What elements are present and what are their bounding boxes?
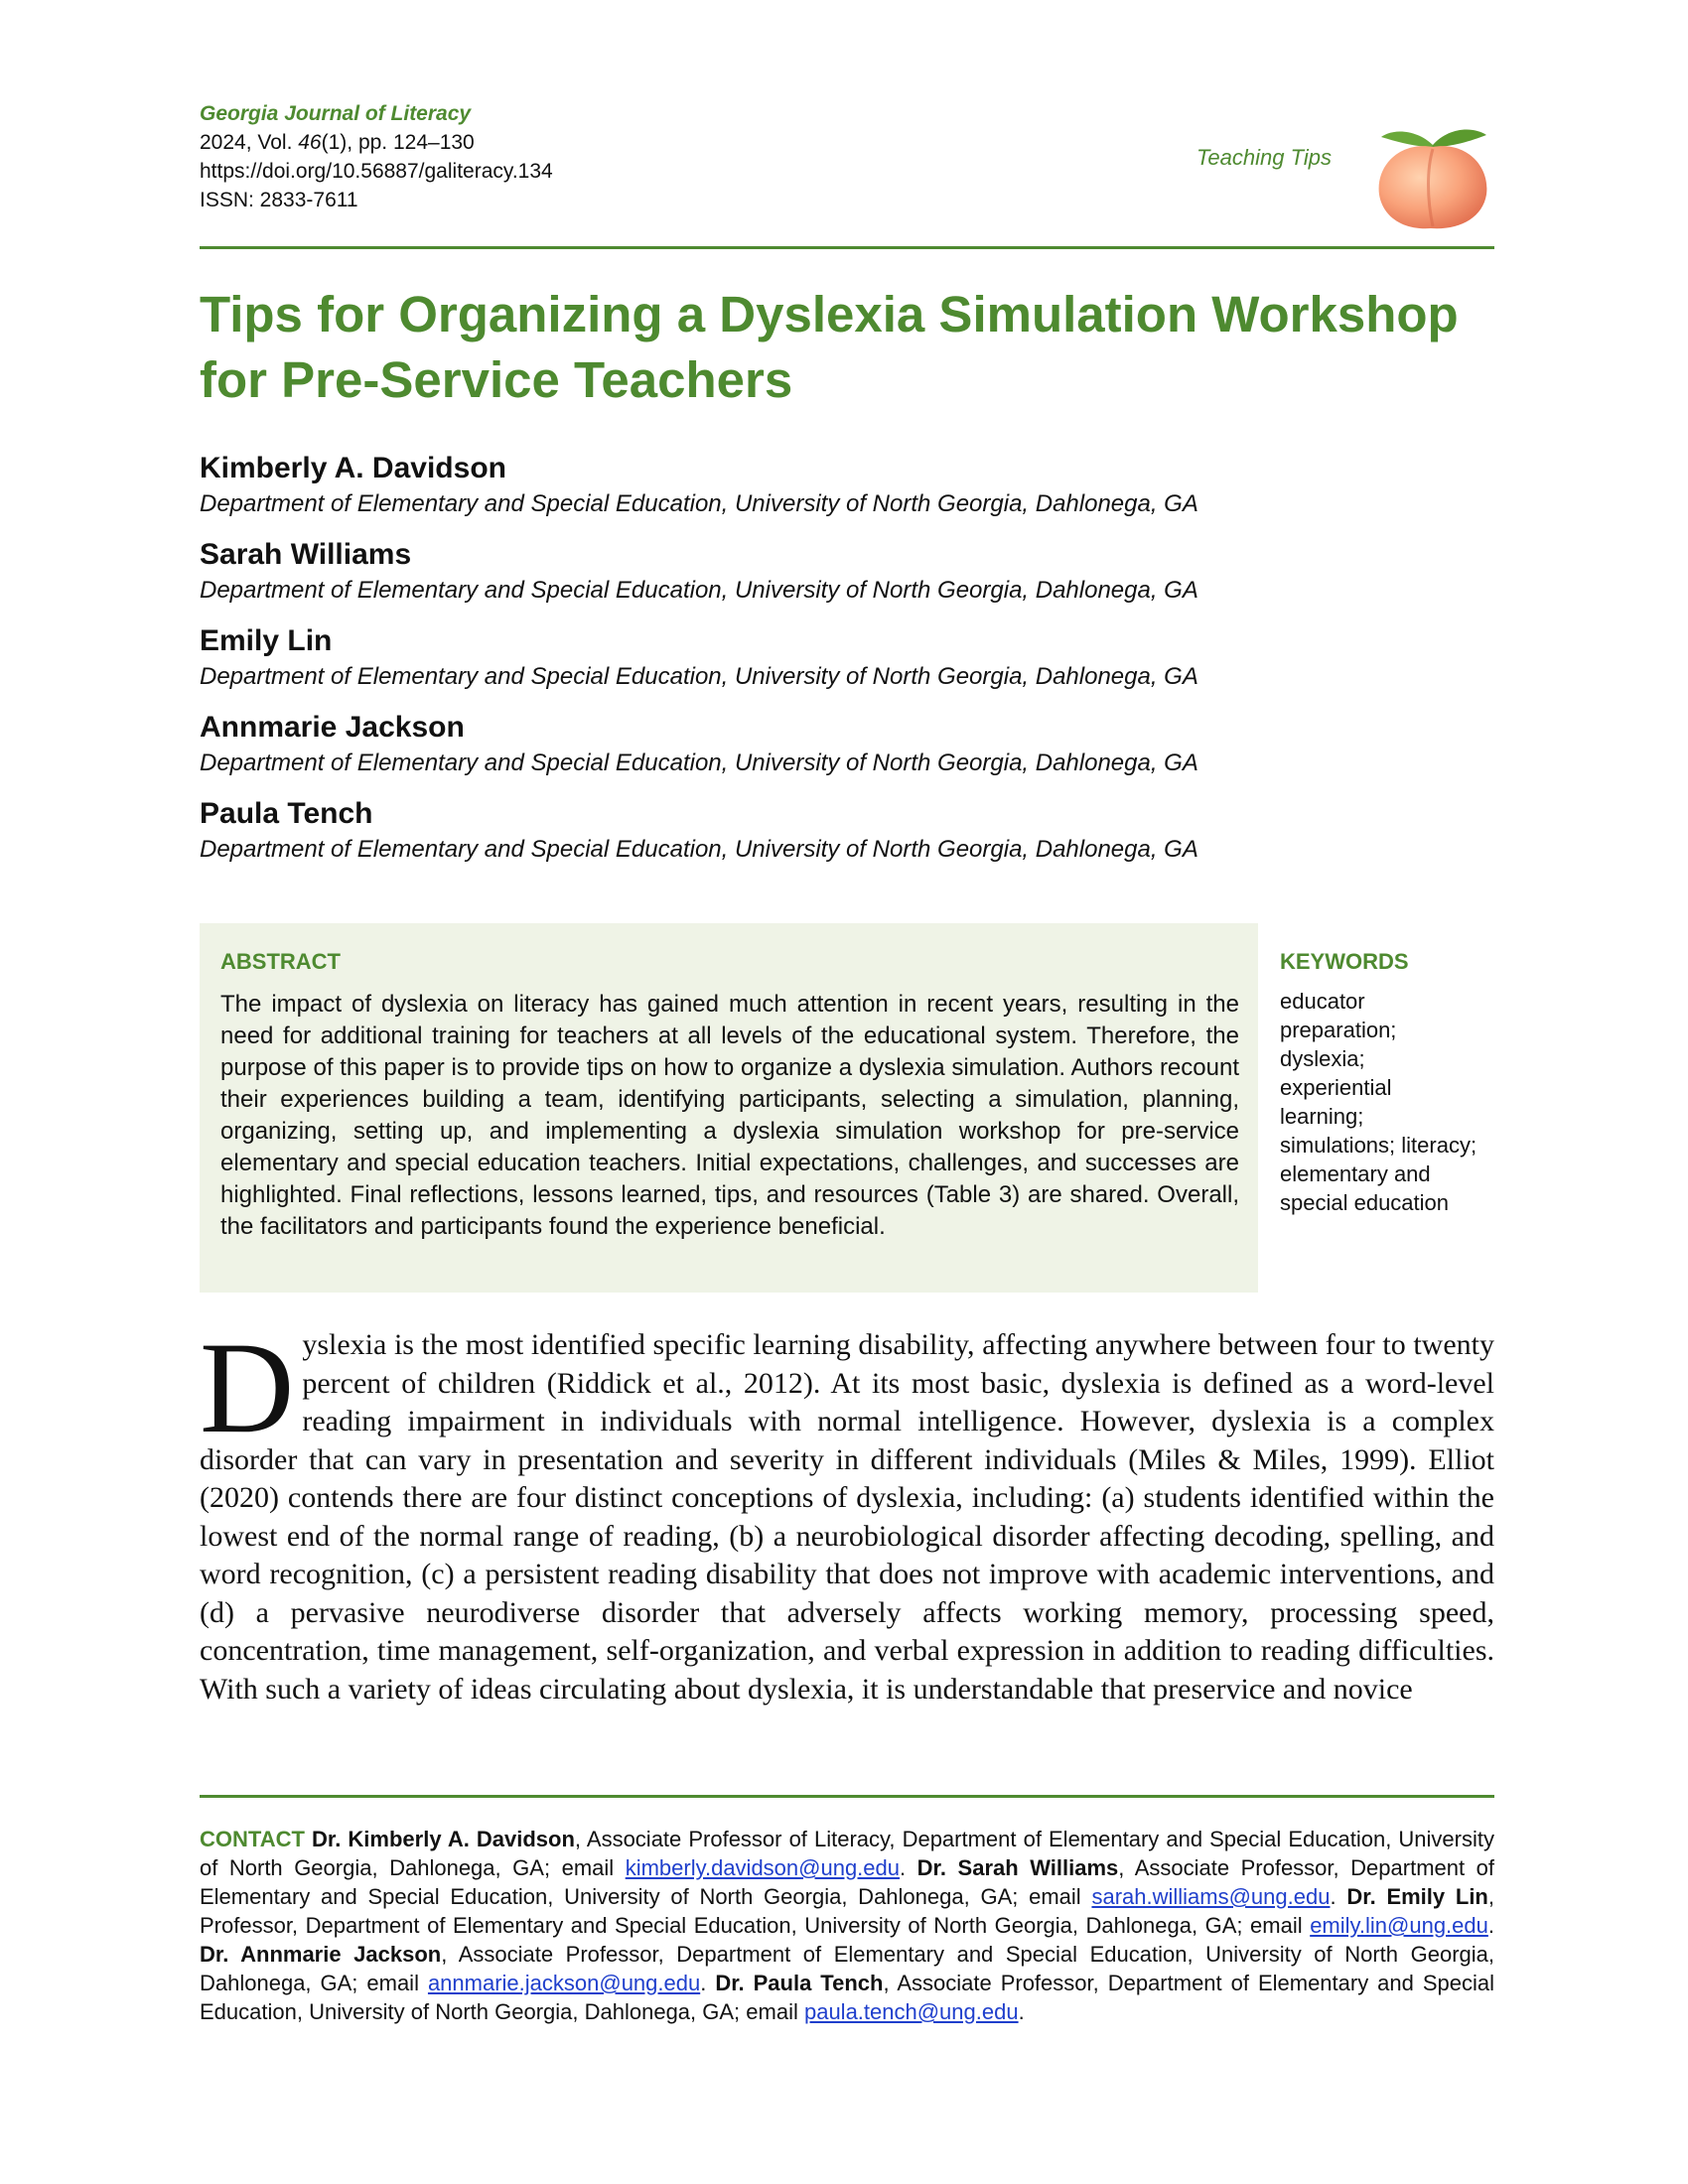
email-link[interactable]: kimberly.davidson@ung.edu (625, 1855, 901, 1880)
author-affiliation: Department of Elementary and Special Education, University of North Georgia, Dahlonega, GA (200, 490, 1198, 517)
drop-cap: D (200, 1314, 295, 1460)
contact-details: , Associate Professor, Department of Elementary and Special Education, University of North Georgia, Dahlonega, GA; email (200, 1971, 1495, 2024)
author-list (200, 449, 1494, 881)
contact-details: , Associate Professor, Department of Elementary and Special Education, University of North Georgia, Dahlonega, GA; email (200, 1942, 1494, 1995)
author-affiliation: Department of Elementary and Special Education, University of North Georgia, Dahlonega, GA (200, 750, 1198, 776)
contact-details: , Professor, Department of Elementary and Special Education, University of North Georgia, Dahlonega, GA; email (200, 1884, 1495, 1938)
author-name: Annmarie Jackson (200, 711, 465, 744)
keywords-text: educator preparation; dyslexia; experiential learning; simulations; literacy; elementary and special education (1280, 989, 1477, 1215)
author-affiliation: Department of Elementary and Special Education, University of North Georgia, Dahlonega, GA (200, 836, 1198, 863)
journal-name: Georgia Journal of Literacy (200, 102, 472, 125)
contact-details: , Associate Professor, Department of Elementary and Special Education, University of North Georgia, Dahlonega, GA; email (200, 1855, 1494, 1909)
peach-icon (1371, 107, 1494, 232)
volume-prefix: 2024, Vol. (200, 131, 299, 154)
author-name: Sarah Williams (200, 538, 412, 571)
contact-info: CONTACT Dr. Kimberly A. Davidson, Associate Professor of Literacy, Department of Elementary and Special Education, University of North Georgia, Dahlonega, GA; email kimberly.davidson@ung.edu. Dr. Sarah Williams, Associate Professor, Department of Elementary and Special Education, University of North Georgia, Dahlonega, GA; email sarah.williams@ung.edu. Dr. Emily Lin, Professor, Department of Elementary and Special Education, University of North Georgia, Dahlonega, GA; email emily.lin@ung.edu. Dr. Annmarie Jackson, Associate Professor, Department of Elementary and Special Education, University of North Georgia, Dahlonega, GA; email annmarie.jackson@ung.edu. Dr. Paula Tench, Associate Professor, Department of Elementary and Special Education, University of North Georgia, Dahlonega, GA; email paula.tench@ung.edu. (200, 1827, 1495, 2024)
contact-name: Dr. Paula Tench (715, 1971, 884, 1995)
author-entry (200, 535, 1494, 621)
body-text: yslexia is the most identified specific learning disability, affecting anywhere between four to twenty percent of children (Riddick et al., 2012). At its most basic, dyslexia is defined as a word-level reading impairment in individuals with normal intelligence. However, dyslexia is a complex disorder that can vary in presentation and severity in different individuals (Miles & Miles, 1999). Elliot (2020) contends there are four distinct conceptions of dyslexia, including: (a) students identified within the lowest end of the normal range of reading, (b) a neurobiological disorder affecting decoding, spelling, and word recognition, (c) a persistent reading disability that does not improve with academic interventions, and (d) a pervasive neurodiverse disorder that adversely affects working memory, processing speed, concentration, time management, self-organization, and verbal expression in addition to reading difficulties. With such a variety of ideas circulating about dyslexia, it is understandable that preservice and novice (200, 1328, 1494, 1706)
author-name: Emily Lin (200, 624, 333, 657)
header-rule (200, 246, 1494, 249)
email-link[interactable]: paula.tench@ung.edu (803, 1999, 1019, 2024)
journal-doi[interactable]: https://doi.org/10.56887/galiteracy.134 (200, 160, 553, 183)
keywords-panel (1280, 949, 1478, 1217)
article-title: Tips for Organizing a Dyslexia Simulation Workshop for Pre-Service Teachers (200, 286, 1459, 408)
section-label: Teaching Tips (1196, 145, 1332, 170)
author-entry (200, 794, 1494, 881)
footer-rule (200, 1795, 1494, 1798)
author-affiliation: Department of Elementary and Special Education, University of North Georgia, Dahlonega, GA (200, 577, 1198, 604)
keywords-heading: KEYWORDS (1280, 949, 1409, 974)
contact-name: Dr. Annmarie Jackson (200, 1942, 442, 1967)
author-entry (200, 621, 1494, 708)
email-link[interactable]: emily.lin@ung.edu (1310, 1913, 1488, 1938)
contact-name: Dr. Kimberly A. Davidson (312, 1827, 575, 1851)
author-affiliation: Department of Elementary and Special Education, University of North Georgia, Dahlonega, GA (200, 663, 1198, 690)
email-link[interactable]: annmarie.jackson@ung.edu (427, 1971, 701, 1995)
journal-issn: ISSN: 2833-7611 (200, 189, 358, 211)
journal-volume (200, 128, 553, 157)
volume-number: 46 (298, 131, 322, 154)
contact-name: Dr. Sarah Williams (916, 1855, 1119, 1880)
volume-suffix: (1), pp. 124–130 (321, 131, 475, 154)
abstract-heading: ABSTRACT (220, 949, 341, 974)
author-name: Kimberly A. Davidson (200, 452, 506, 484)
contact-name: Dr. Emily Lin (1346, 1884, 1488, 1909)
contact-details: , Associate Professor of Literacy, Department of Elementary and Special Education, University of North Georgia, Dahlonega, GA; email (200, 1827, 1494, 1880)
body-paragraph (200, 1314, 1494, 1708)
abstract-text: The impact of dyslexia on literacy has gained much attention in recent years, resulting in the need for additional training for teachers at all levels of the educational system. Therefore, the purpose of this paper is to provide tips on how to organize a dyslexia simulation. Authors recount their experiences building a team, identifying participants, selecting a simulation, planning, organizing, setting up, and implementing a dyslexia simulation workshop for pre-service elementary and special education teachers. Initial expectations, challenges, and successes are highlighted. Final reflections, lessons learned, tips, and resources (Table 3) are shared. Overall, the facilitators and participants found the experience beneficial. (220, 991, 1239, 1240)
author-name: Paula Tench (200, 797, 373, 830)
journal-header (200, 99, 1494, 243)
email-link[interactable]: sarah.williams@ung.edu (1091, 1884, 1331, 1909)
author-entry (200, 449, 1494, 535)
contact-heading: CONTACT (200, 1827, 305, 1851)
author-entry (200, 708, 1494, 794)
abstract-box (200, 923, 1258, 1293)
journal-info (200, 99, 553, 214)
